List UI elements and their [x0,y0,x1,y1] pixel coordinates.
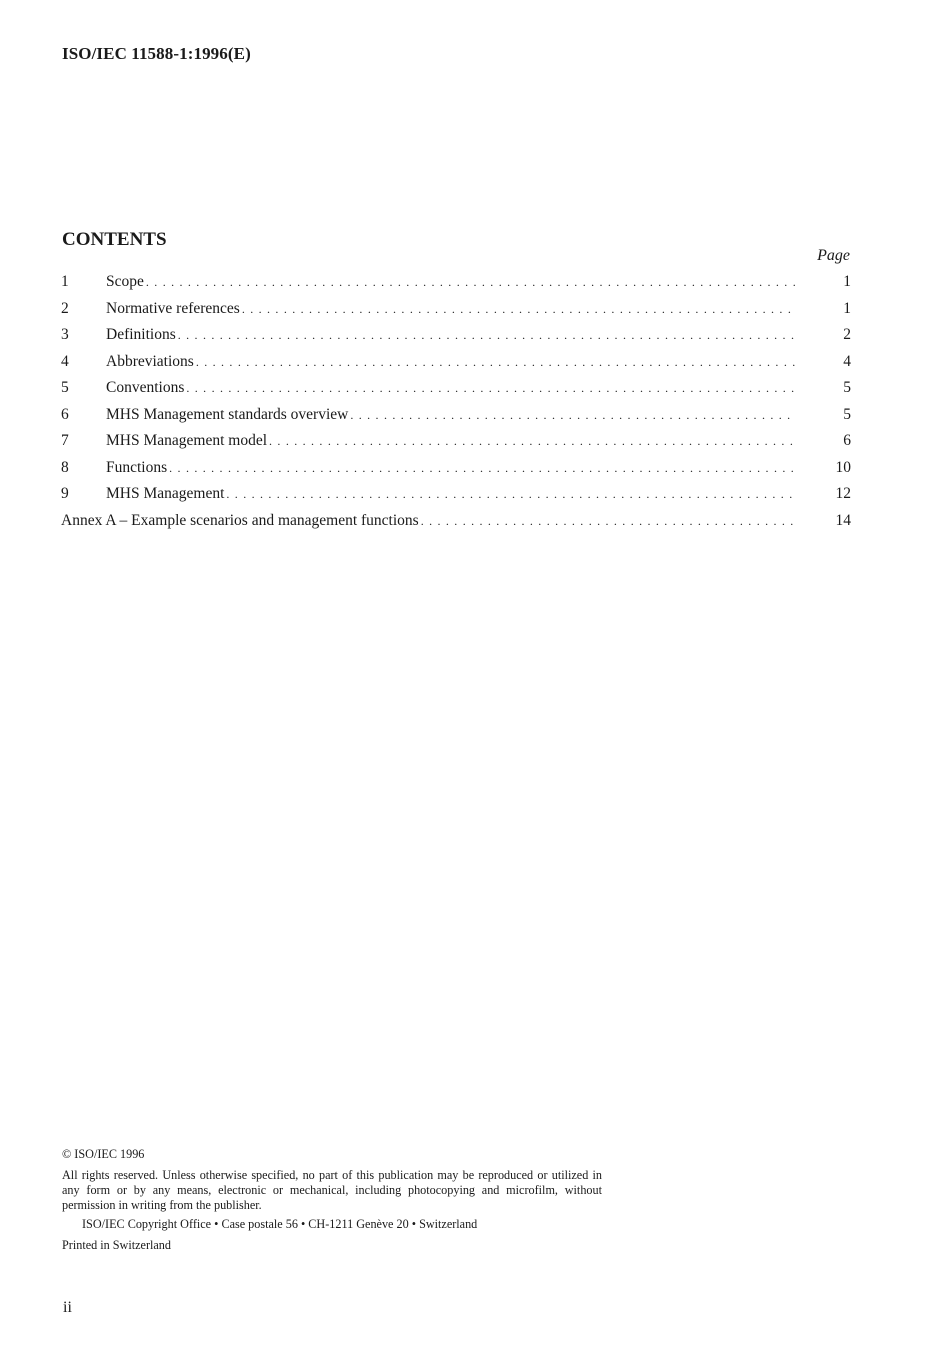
toc-entry-page: 5 [843,379,851,396]
toc-entry-title: MHS Management model [106,432,268,449]
table-of-contents [61,273,851,538]
toc-entry-title: MHS Management standards overview [106,405,349,423]
toc-entry-title: Normative references [106,299,240,317]
toc-entry-number: 4 [61,352,69,370]
toc-entry-annex-a[interactable] [61,512,851,539]
toc-entry-number: 8 [61,458,69,476]
page-number: ii [63,1299,72,1316]
toc-entry-number: 1 [61,273,69,290]
dot-leader [169,461,795,476]
dot-leader [146,275,795,290]
toc-entry-page: 1 [843,299,851,317]
toc-entry-normative-references[interactable] [61,300,851,327]
toc-entry-page: 4 [843,352,851,370]
dot-leader [186,381,795,396]
toc-entry-number: 5 [61,379,69,396]
toc-entry-conventions[interactable] [61,379,851,406]
document-id-header: ISO/IEC 11588-1:1996(E) [62,44,251,63]
dot-leader [350,408,795,423]
toc-entry-number: 6 [61,405,69,423]
toc-entry-title: Conventions [106,379,185,396]
toc-entry-page: 12 [835,485,851,502]
toc-entry-definitions[interactable] [61,326,851,353]
toc-entry-number: 7 [61,432,69,449]
rights-statement: All rights reserved. Unless otherwise specified, no part of this publication may be reproduced or utilized in any form or by any means, electronic or mechanical, including photocopying and microfilm, without permission in writing from the publisher. [62,1168,602,1212]
printed-in: Printed in Switzerland [62,1238,171,1252]
toc-entry-mhs-management[interactable] [61,485,851,512]
dot-leader [226,487,795,502]
contents-heading: CONTENTS [62,229,167,250]
toc-entry-title: Annex A – Example scenarios and management functions [61,511,419,529]
toc-entry-standards-overview[interactable] [61,406,851,433]
dot-leader [196,355,795,370]
toc-entry-page: 10 [835,458,851,476]
toc-entry-title: Functions [106,458,168,476]
toc-entry-title: Scope [106,273,144,290]
toc-entry-title: Definitions [106,326,176,343]
toc-entry-abbreviations[interactable] [61,353,851,380]
page-column-label: Page [817,247,850,264]
toc-entry-page: 6 [843,432,851,449]
copyright-line: © ISO/IEC 1996 [62,1147,145,1161]
toc-entry-page: 1 [843,273,851,290]
toc-entry-scope[interactable] [61,273,851,300]
dot-leader [421,514,795,529]
dot-leader [178,328,795,343]
dot-leader [269,434,795,449]
toc-entry-functions[interactable] [61,459,851,486]
toc-entry-title: Abbreviations [106,352,194,370]
toc-entry-number: 3 [61,326,69,343]
toc-entry-management-model[interactable] [61,432,851,459]
toc-entry-page: 14 [835,511,851,529]
toc-entry-title: MHS Management [106,485,225,502]
copyright-notice [62,1147,602,1253]
toc-entry-page: 2 [843,326,851,343]
dot-leader [242,302,795,317]
toc-entry-number: 9 [61,485,69,502]
toc-entry-number: 2 [61,299,69,317]
copyright-office-address: ISO/IEC Copyright Office • Case postale 56 • CH-1211 Genève 20 • Switzerland [82,1217,478,1231]
toc-entry-page: 5 [843,405,851,423]
